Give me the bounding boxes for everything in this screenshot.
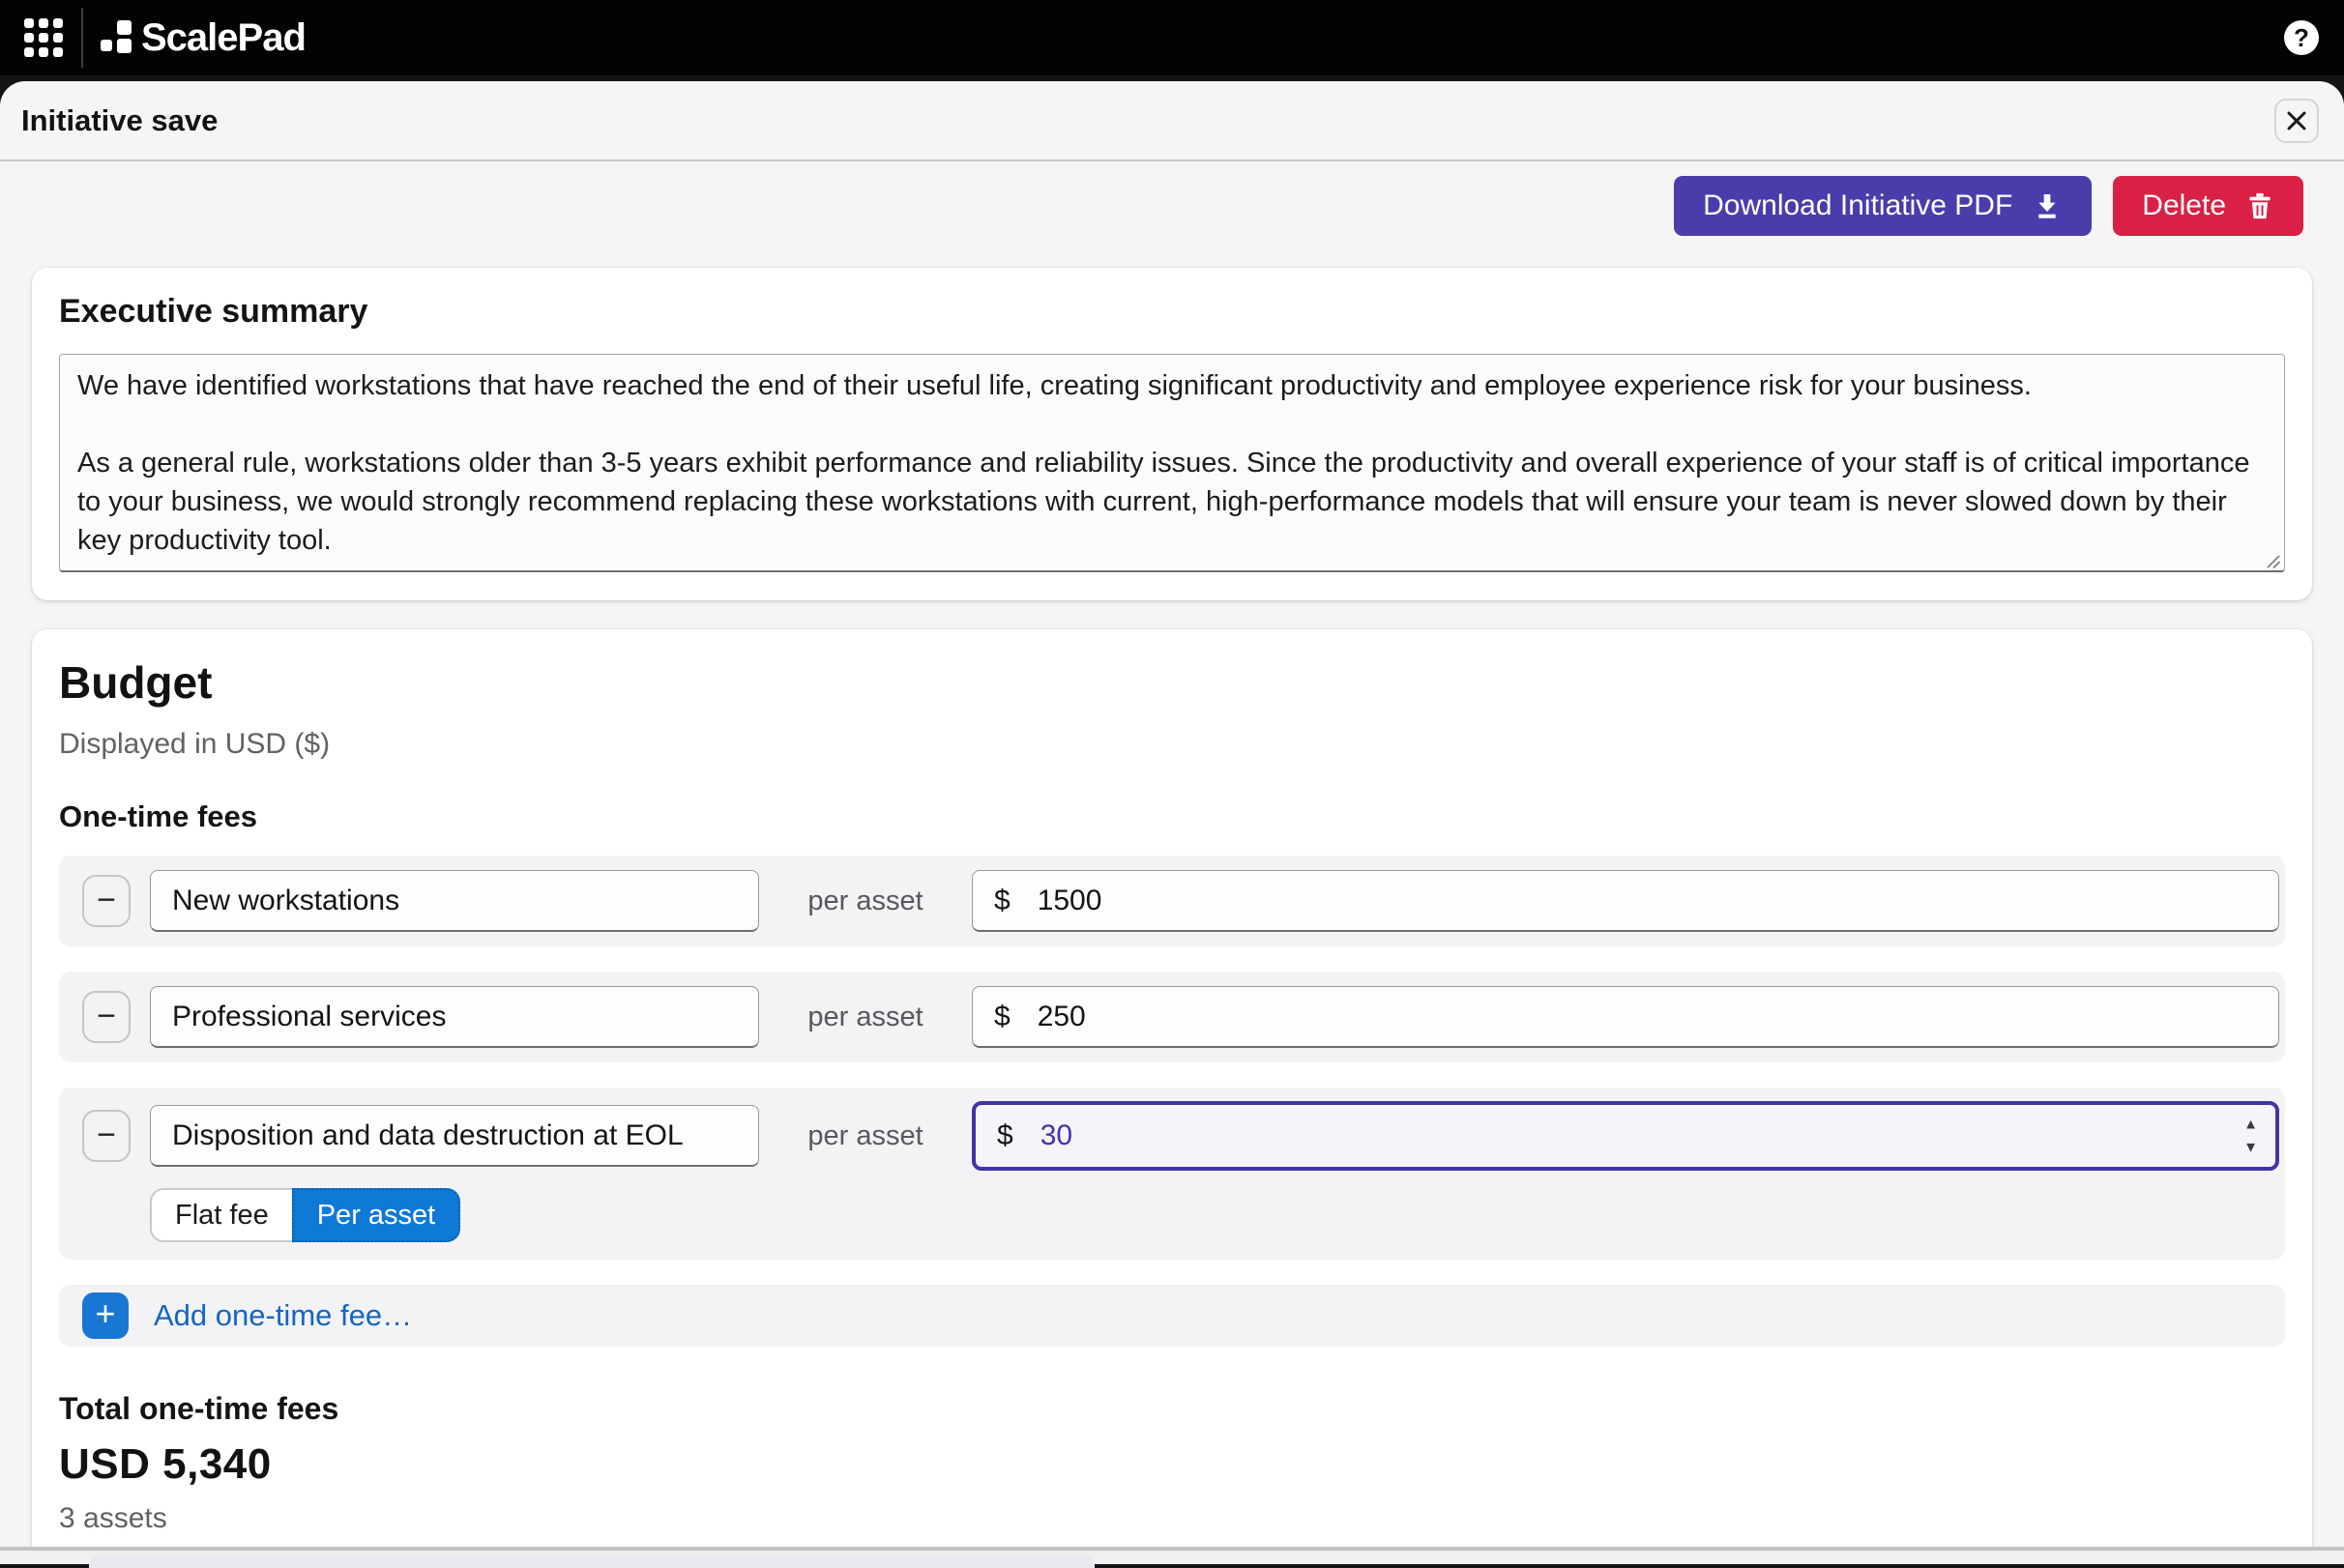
fee-billing-label: per asset <box>759 1120 972 1152</box>
delete-button-label: Delete <box>2142 189 2226 222</box>
executive-summary-textarea[interactable] <box>59 354 2285 572</box>
fee-row-main <box>82 1101 2279 1171</box>
apps-grid-icon <box>24 18 63 57</box>
total-fees-heading: Total one-time fees <box>59 1391 2285 1427</box>
remove-fee-button[interactable]: − <box>82 875 131 927</box>
stepper-down-icon[interactable]: ▼ <box>2243 1141 2258 1155</box>
fee-amount-input[interactable] <box>1038 1001 2257 1033</box>
add-fee-label[interactable]: Add one-time fee… <box>154 1298 412 1333</box>
budget-currency-note: Displayed in USD ($) <box>59 728 2285 761</box>
download-button-label: Download Initiative PDF <box>1703 189 2012 222</box>
download-initiative-pdf-button[interactable] <box>1674 176 2092 236</box>
initiative-dialog <box>0 81 2344 1564</box>
fee-amount-field[interactable] <box>972 870 2279 932</box>
add-fee-row[interactable] <box>59 1285 2285 1347</box>
fee-amount-input[interactable] <box>1040 1119 2254 1152</box>
fee-row <box>59 1088 2285 1260</box>
currency-symbol: $ <box>997 1119 1013 1152</box>
total-fees-value: USD 5,340 <box>59 1440 2285 1489</box>
executive-summary-heading: Executive summary <box>59 293 2285 331</box>
close-button[interactable] <box>2274 99 2319 143</box>
fee-amount-field-focused[interactable] <box>972 1101 2279 1171</box>
number-stepper[interactable] <box>2243 1118 2258 1155</box>
budget-card <box>32 629 2312 1564</box>
dialog-toolbar <box>0 161 2344 250</box>
stepper-up-icon[interactable]: ▲ <box>2243 1118 2258 1132</box>
currency-symbol: $ <box>994 885 1011 917</box>
apps-menu-button[interactable] <box>21 15 66 60</box>
one-time-fees-heading: One-time fees <box>59 799 2285 834</box>
viewport-bottom-strip <box>0 1547 2344 1564</box>
dialog-content <box>0 268 2344 1564</box>
executive-summary-card <box>32 268 2312 600</box>
topbar-divider <box>81 8 83 68</box>
budget-heading: Budget <box>59 656 2285 709</box>
remove-fee-button[interactable]: − <box>82 1110 131 1162</box>
assets-count: 3 assets <box>59 1502 2285 1535</box>
fee-row <box>59 972 2285 1062</box>
delete-button[interactable] <box>2113 176 2303 236</box>
fee-row-main <box>82 869 2279 933</box>
scrolled-under-element <box>89 1555 1095 1568</box>
billing-type-toggle <box>150 1188 2279 1242</box>
brand-name: ScalePad <box>141 17 306 58</box>
download-icon <box>2032 190 2063 221</box>
fee-row-main <box>82 985 2279 1049</box>
add-fee-button[interactable]: + <box>82 1292 129 1339</box>
fee-name-input[interactable] <box>150 986 759 1048</box>
fee-amount-field[interactable] <box>972 986 2279 1048</box>
toggle-per-asset-selected[interactable]: Per asset <box>292 1188 461 1242</box>
fee-amount-input[interactable] <box>1038 885 2257 917</box>
currency-symbol: $ <box>994 1001 1011 1033</box>
scalepad-logo <box>101 17 306 58</box>
help-icon[interactable]: ? <box>2284 20 2319 55</box>
textarea-resize-handle[interactable] <box>2265 553 2281 569</box>
fee-billing-label: per asset <box>759 886 972 917</box>
trash-icon <box>2245 191 2274 220</box>
close-icon <box>2285 109 2308 132</box>
fee-row <box>59 856 2285 946</box>
top-app-bar <box>0 0 2344 75</box>
fee-name-input[interactable] <box>150 870 759 932</box>
fee-name-input[interactable] <box>150 1105 759 1167</box>
fee-billing-label: per asset <box>759 1002 972 1033</box>
remove-fee-button[interactable]: − <box>82 991 131 1043</box>
scalepad-logo-icon <box>101 17 133 58</box>
executive-summary-field-wrap <box>59 354 2285 577</box>
dialog-header <box>0 81 2344 161</box>
toggle-flat-fee[interactable]: Flat fee <box>150 1188 292 1242</box>
dialog-title: Initiative save <box>21 103 218 138</box>
